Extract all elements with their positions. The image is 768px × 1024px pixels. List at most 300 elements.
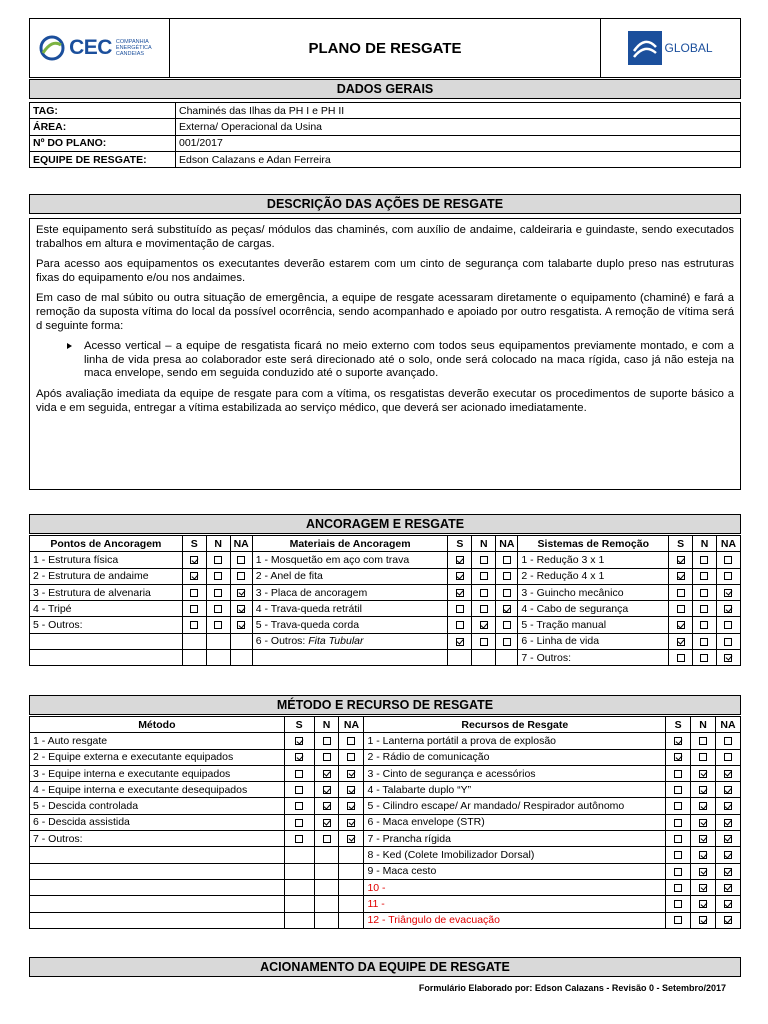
table-row bbox=[30, 103, 741, 119]
material-na-checkbox[interactable] bbox=[503, 621, 511, 629]
ponto-s-checkbox[interactable] bbox=[190, 621, 198, 629]
material-na-checkbox[interactable] bbox=[503, 605, 511, 613]
sistema-label: 7 - Outros: bbox=[518, 650, 669, 666]
recurso-n-checkbox[interactable] bbox=[699, 900, 707, 908]
recurso-s-checkbox[interactable] bbox=[674, 868, 682, 876]
ponto-empty-cell bbox=[230, 633, 252, 649]
metodo-na-checkbox[interactable] bbox=[347, 753, 355, 761]
metodo-label: 1 - Auto resgate bbox=[30, 733, 285, 749]
metodo-n-cell bbox=[314, 782, 339, 798]
metodo-label: 5 - Descida controlada bbox=[30, 798, 285, 814]
table-header-row bbox=[30, 536, 741, 552]
sistema-s-checkbox[interactable] bbox=[677, 605, 685, 613]
metodo-s-cell bbox=[284, 749, 314, 765]
material-s-checkbox[interactable] bbox=[456, 556, 464, 564]
sistema-n-cell bbox=[693, 650, 717, 666]
material-n-cell bbox=[472, 601, 496, 617]
metodo-n-checkbox[interactable] bbox=[323, 770, 331, 778]
recurso-s-cell bbox=[666, 831, 691, 847]
material-s-checkbox[interactable] bbox=[456, 572, 464, 580]
ponto-empty-cell bbox=[206, 633, 230, 649]
material-n-cell bbox=[472, 584, 496, 600]
material-n-cell bbox=[472, 552, 496, 568]
sistema-n-checkbox[interactable] bbox=[700, 556, 708, 564]
material-na-cell bbox=[496, 601, 518, 617]
ponto-n-cell bbox=[206, 617, 230, 633]
material-na-cell bbox=[496, 617, 518, 633]
ponto-n-checkbox[interactable] bbox=[214, 572, 222, 580]
table-row bbox=[30, 568, 741, 584]
sistema-na-cell bbox=[716, 617, 740, 633]
ancoragem-table bbox=[29, 535, 741, 666]
table-row bbox=[30, 733, 741, 749]
material-s-checkbox[interactable] bbox=[456, 621, 464, 629]
material-n-checkbox[interactable] bbox=[480, 621, 488, 629]
recurso-label: 6 - Maca envelope (STR) bbox=[364, 814, 666, 830]
descricao-text-box bbox=[29, 218, 741, 490]
table-row bbox=[30, 601, 741, 617]
sistema-s-checkbox[interactable] bbox=[677, 589, 685, 597]
recurso-n-checkbox[interactable] bbox=[699, 753, 707, 761]
ponto-n-checkbox[interactable] bbox=[214, 556, 222, 564]
material-label: 2 - Anel de fita bbox=[252, 568, 448, 584]
recurso-label: 7 - Prancha rígida bbox=[364, 831, 666, 847]
sistema-label: 1 - Redução 3 x 1 bbox=[518, 552, 669, 568]
ponto-n-checkbox[interactable] bbox=[214, 605, 222, 613]
metodo-s-cell bbox=[284, 831, 314, 847]
table-row bbox=[30, 749, 741, 765]
metodo-s-checkbox[interactable] bbox=[295, 753, 303, 761]
material-na-checkbox[interactable] bbox=[503, 556, 511, 564]
sistema-na-cell bbox=[716, 650, 740, 666]
sistema-n-checkbox[interactable] bbox=[700, 605, 708, 613]
sistema-na-checkbox[interactable] bbox=[724, 621, 732, 629]
metodo-n-cell bbox=[314, 733, 339, 749]
ponto-n-cell bbox=[206, 601, 230, 617]
metodo-s-checkbox[interactable] bbox=[295, 737, 303, 745]
metodo-s-cell bbox=[284, 814, 314, 830]
material-na-checkbox[interactable] bbox=[503, 572, 511, 580]
metodo-s-cell bbox=[284, 798, 314, 814]
field-value-plano: 001/2017 bbox=[176, 135, 741, 151]
sistema-s-checkbox[interactable] bbox=[677, 654, 685, 662]
ponto-s-cell bbox=[182, 584, 206, 600]
ponto-n-cell bbox=[206, 584, 230, 600]
recurso-s-cell bbox=[666, 798, 691, 814]
recurso-n-cell bbox=[691, 831, 716, 847]
field-label-area: ÁREA: bbox=[30, 119, 176, 135]
metodo-label: 4 - Equipe interna e executante desequipados bbox=[30, 782, 285, 798]
metodo-na-checkbox[interactable] bbox=[347, 786, 355, 794]
sistema-s-cell bbox=[669, 568, 693, 584]
ponto-empty-cell bbox=[30, 650, 183, 666]
table-row bbox=[30, 617, 741, 633]
metodo-empty-cell bbox=[30, 896, 285, 912]
ponto-na-cell bbox=[230, 552, 252, 568]
metodo-empty-cell bbox=[30, 912, 285, 928]
column-header-sistemas: Sistemas de Remoção bbox=[518, 536, 669, 552]
recurso-s-checkbox[interactable] bbox=[674, 770, 682, 778]
metodo-n-checkbox[interactable] bbox=[323, 737, 331, 745]
material-label: 3 - Placa de ancoragem bbox=[252, 584, 448, 600]
ponto-na-checkbox[interactable] bbox=[237, 589, 245, 597]
column-header-s: S bbox=[666, 717, 691, 733]
ponto-empty-cell bbox=[182, 633, 206, 649]
metodo-s-checkbox[interactable] bbox=[295, 786, 303, 794]
sistema-na-cell bbox=[716, 601, 740, 617]
sistema-n-checkbox[interactable] bbox=[700, 572, 708, 580]
sistema-s-cell bbox=[669, 633, 693, 649]
sistema-na-cell bbox=[716, 552, 740, 568]
sistema-na-checkbox[interactable] bbox=[724, 556, 732, 564]
column-header-s: S bbox=[448, 536, 472, 552]
column-header-na: NA bbox=[339, 717, 364, 733]
column-header-s: S bbox=[182, 536, 206, 552]
material-na-cell bbox=[496, 584, 518, 600]
material-na-checkbox[interactable] bbox=[503, 638, 511, 646]
recurso-s-checkbox[interactable] bbox=[674, 786, 682, 794]
recurso-na-checkbox[interactable] bbox=[724, 753, 732, 761]
material-n-cell bbox=[472, 568, 496, 584]
column-header-n: N bbox=[314, 717, 339, 733]
recurso-n-checkbox[interactable] bbox=[699, 770, 707, 778]
field-label-equipe: EQUIPE DE RESGATE: bbox=[30, 151, 176, 167]
metodo-na-cell bbox=[339, 765, 364, 781]
ponto-s-cell bbox=[182, 568, 206, 584]
metodo-s-checkbox[interactable] bbox=[295, 819, 303, 827]
recurso-s-checkbox[interactable] bbox=[674, 802, 682, 810]
material-n-checkbox[interactable] bbox=[480, 638, 488, 646]
recurso-s-checkbox[interactable] bbox=[674, 851, 682, 859]
ponto-s-checkbox[interactable] bbox=[190, 589, 198, 597]
metodo-empty-cell bbox=[314, 847, 339, 863]
recurso-n-cell bbox=[691, 749, 716, 765]
sistema-label: 6 - Linha de vida bbox=[518, 633, 669, 649]
sistema-n-checkbox[interactable] bbox=[700, 589, 708, 597]
recurso-na-cell bbox=[715, 831, 740, 847]
metodo-n-checkbox[interactable] bbox=[323, 786, 331, 794]
sistema-s-cell bbox=[669, 601, 693, 617]
field-label-tag: TAG: bbox=[30, 103, 176, 119]
table-row bbox=[30, 831, 741, 847]
material-empty-cell bbox=[472, 650, 496, 666]
recurso-na-cell bbox=[715, 798, 740, 814]
sistema-n-cell bbox=[693, 584, 717, 600]
recurso-n-cell bbox=[691, 896, 716, 912]
metodo-na-checkbox[interactable] bbox=[347, 737, 355, 745]
sistema-s-checkbox[interactable] bbox=[677, 556, 685, 564]
table-row bbox=[30, 847, 741, 863]
column-header-recursos: Recursos de Resgate bbox=[364, 717, 666, 733]
material-label: 1 - Mosquetão em aço com trava bbox=[252, 552, 448, 568]
ponto-empty-cell bbox=[206, 650, 230, 666]
ponto-s-checkbox[interactable] bbox=[190, 572, 198, 580]
recurso-n-cell bbox=[691, 863, 716, 879]
recurso-na-checkbox[interactable] bbox=[724, 851, 732, 859]
sistema-na-checkbox[interactable] bbox=[724, 605, 732, 613]
recurso-s-cell bbox=[666, 863, 691, 879]
recurso-s-cell bbox=[666, 782, 691, 798]
recurso-na-cell bbox=[715, 863, 740, 879]
column-header-metodo: Método bbox=[30, 717, 285, 733]
table-row bbox=[30, 633, 741, 649]
column-header-n: N bbox=[472, 536, 496, 552]
sistema-na-checkbox[interactable] bbox=[724, 572, 732, 580]
recurso-label: 2 - Rádio de comunicação bbox=[364, 749, 666, 765]
metodo-label: 3 - Equipe interna e executante equipados bbox=[30, 765, 285, 781]
recurso-n-checkbox[interactable] bbox=[699, 802, 707, 810]
ponto-na-checkbox[interactable] bbox=[237, 556, 245, 564]
cec-logo bbox=[30, 19, 170, 77]
metodo-empty-cell bbox=[314, 912, 339, 928]
descricao-paragraph-1: Este equipamento será substituído as peças/ módulos das chaminés, com auxílio de andaime, caldeiraria e guindaste, sendo executados trabalhos em altura e movimentação de cargas. bbox=[36, 224, 734, 250]
sistema-n-checkbox[interactable] bbox=[700, 654, 708, 662]
table-row bbox=[30, 584, 741, 600]
ponto-empty-cell bbox=[30, 633, 183, 649]
descricao-bullet-list bbox=[36, 340, 734, 381]
recurso-s-cell bbox=[666, 879, 691, 895]
recurso-na-cell bbox=[715, 749, 740, 765]
recurso-n-checkbox[interactable] bbox=[699, 868, 707, 876]
sistema-n-cell bbox=[693, 617, 717, 633]
metodo-na-checkbox[interactable] bbox=[347, 835, 355, 843]
recurso-label: 3 - Cinto de segurança e acessórios bbox=[364, 765, 666, 781]
table-row bbox=[30, 552, 741, 568]
recurso-n-cell bbox=[691, 782, 716, 798]
table-row bbox=[30, 765, 741, 781]
metodo-s-cell bbox=[284, 733, 314, 749]
metodo-na-checkbox[interactable] bbox=[347, 770, 355, 778]
cec-logo-subtitle: COMPANHIA ENERGÉTICA CANDEIAS bbox=[115, 39, 152, 57]
recurso-s-checkbox[interactable] bbox=[674, 884, 682, 892]
recurso-na-checkbox[interactable] bbox=[724, 737, 732, 745]
table-row bbox=[30, 896, 741, 912]
ponto-s-checkbox[interactable] bbox=[190, 605, 198, 613]
metodo-na-checkbox[interactable] bbox=[347, 802, 355, 810]
material-s-checkbox[interactable] bbox=[456, 589, 464, 597]
recurso-na-checkbox[interactable] bbox=[724, 916, 732, 924]
metodo-empty-cell bbox=[314, 879, 339, 895]
sistema-na-cell bbox=[716, 568, 740, 584]
metodo-n-checkbox[interactable] bbox=[323, 802, 331, 810]
metodo-n-checkbox[interactable] bbox=[323, 753, 331, 761]
recurso-s-checkbox[interactable] bbox=[674, 916, 682, 924]
material-s-cell bbox=[448, 552, 472, 568]
column-header-na: NA bbox=[230, 536, 252, 552]
metodo-empty-cell bbox=[314, 896, 339, 912]
metodo-na-cell bbox=[339, 749, 364, 765]
list-item bbox=[36, 340, 734, 381]
material-s-checkbox[interactable] bbox=[456, 605, 464, 613]
sistema-na-cell bbox=[716, 584, 740, 600]
recurso-na-checkbox[interactable] bbox=[724, 835, 732, 843]
table-row bbox=[30, 650, 741, 666]
recurso-n-checkbox[interactable] bbox=[699, 916, 707, 924]
recurso-s-cell bbox=[666, 912, 691, 928]
recurso-na-checkbox[interactable] bbox=[724, 786, 732, 794]
sistema-na-checkbox[interactable] bbox=[724, 638, 732, 646]
recurso-n-cell bbox=[691, 847, 716, 863]
ponto-n-cell bbox=[206, 568, 230, 584]
material-label-extra: Fita Tubular bbox=[308, 635, 364, 648]
dados-gerais-table bbox=[29, 102, 741, 168]
recurso-na-cell bbox=[715, 765, 740, 781]
ponto-s-checkbox[interactable] bbox=[190, 556, 198, 564]
material-n-checkbox[interactable] bbox=[480, 605, 488, 613]
recurso-label: 4 - Talabarte duplo “Y” bbox=[364, 782, 666, 798]
ponto-n-cell bbox=[206, 552, 230, 568]
material-label-text: 6 - Outros: bbox=[255, 635, 309, 648]
section-title-acionamento: ACIONAMENTO DA EQUIPE DE RESGATE bbox=[29, 957, 741, 977]
ponto-na-checkbox[interactable] bbox=[237, 621, 245, 629]
metodo-empty-cell bbox=[284, 879, 314, 895]
metodo-empty-cell bbox=[339, 863, 364, 879]
material-s-cell bbox=[448, 601, 472, 617]
ponto-s-cell bbox=[182, 552, 206, 568]
cec-logo-text: CEC bbox=[69, 36, 112, 59]
ponto-n-checkbox[interactable] bbox=[214, 589, 222, 597]
material-label: 5 - Trava-queda corda bbox=[252, 617, 448, 633]
global-swirl-icon bbox=[628, 31, 662, 65]
recurso-n-cell bbox=[691, 879, 716, 895]
recurso-n-checkbox[interactable] bbox=[699, 786, 707, 794]
recurso-na-cell bbox=[715, 733, 740, 749]
table-header-row bbox=[30, 717, 741, 733]
cec-swoosh-icon bbox=[39, 35, 65, 61]
material-s-cell bbox=[448, 568, 472, 584]
material-na-cell bbox=[496, 552, 518, 568]
metodo-empty-cell bbox=[284, 912, 314, 928]
table-row bbox=[30, 135, 741, 151]
recurso-na-checkbox[interactable] bbox=[724, 868, 732, 876]
recurso-na-checkbox[interactable] bbox=[724, 802, 732, 810]
sistema-s-checkbox[interactable] bbox=[677, 638, 685, 646]
ponto-n-checkbox[interactable] bbox=[214, 621, 222, 629]
recurso-s-checkbox[interactable] bbox=[674, 753, 682, 761]
metodo-n-checkbox[interactable] bbox=[323, 819, 331, 827]
sistema-n-cell bbox=[693, 552, 717, 568]
recurso-na-cell bbox=[715, 896, 740, 912]
metodo-na-cell bbox=[339, 782, 364, 798]
table-row bbox=[30, 863, 741, 879]
metodo-s-checkbox[interactable] bbox=[295, 770, 303, 778]
recurso-n-checkbox[interactable] bbox=[699, 835, 707, 843]
section-title-dados-gerais: DADOS GERAIS bbox=[29, 79, 741, 99]
recurso-s-checkbox[interactable] bbox=[674, 819, 682, 827]
descricao-paragraph-4: Após avaliação imediata da equipe de resgate para com a vítima, os resgatistas deverão executar os procedimentos de suporte básico a vida e em seguida, entregar a vítima estabilizada ao serviço médico, que deverá ser acionado imediatamente. bbox=[36, 387, 734, 414]
column-header-na: NA bbox=[715, 717, 740, 733]
metodo-n-cell bbox=[314, 749, 339, 765]
ponto-na-cell bbox=[230, 617, 252, 633]
recurso-n-cell bbox=[691, 733, 716, 749]
material-empty-cell bbox=[496, 650, 518, 666]
metodo-n-checkbox[interactable] bbox=[323, 835, 331, 843]
metodo-s-checkbox[interactable] bbox=[295, 802, 303, 810]
metodo-empty-cell bbox=[339, 896, 364, 912]
sistema-n-cell bbox=[693, 601, 717, 617]
recurso-na-cell bbox=[715, 782, 740, 798]
recurso-na-cell bbox=[715, 814, 740, 830]
recurso-s-cell bbox=[666, 847, 691, 863]
metodo-n-cell bbox=[314, 831, 339, 847]
recurso-s-cell bbox=[666, 733, 691, 749]
recurso-s-checkbox[interactable] bbox=[674, 737, 682, 745]
sistema-s-cell bbox=[669, 617, 693, 633]
recurso-n-cell bbox=[691, 912, 716, 928]
recurso-s-cell bbox=[666, 896, 691, 912]
recurso-n-checkbox[interactable] bbox=[699, 851, 707, 859]
ponto-label: 5 - Outros: bbox=[30, 617, 183, 633]
ponto-na-checkbox[interactable] bbox=[237, 572, 245, 580]
recurso-na-checkbox[interactable] bbox=[724, 770, 732, 778]
metodo-empty-cell bbox=[339, 879, 364, 895]
recurso-n-checkbox[interactable] bbox=[699, 737, 707, 745]
recurso-na-cell bbox=[715, 847, 740, 863]
metodo-label: 7 - Outros: bbox=[30, 831, 285, 847]
material-n-checkbox[interactable] bbox=[480, 589, 488, 597]
material-n-checkbox[interactable] bbox=[480, 572, 488, 580]
sistema-label: 5 - Tração manual bbox=[518, 617, 669, 633]
table-row bbox=[30, 879, 741, 895]
column-header-s: S bbox=[669, 536, 693, 552]
sistema-s-cell bbox=[669, 650, 693, 666]
recurso-n-checkbox[interactable] bbox=[699, 884, 707, 892]
sistema-label: 2 - Redução 4 x 1 bbox=[518, 568, 669, 584]
sistema-s-cell bbox=[669, 584, 693, 600]
material-n-cell bbox=[472, 617, 496, 633]
sistema-na-checkbox[interactable] bbox=[724, 654, 732, 662]
table-row bbox=[30, 151, 741, 167]
column-header-na: NA bbox=[716, 536, 740, 552]
material-empty-cell bbox=[448, 650, 472, 666]
metodo-empty-cell bbox=[30, 847, 285, 863]
page-title: PLANO DE RESGATE bbox=[308, 39, 462, 57]
sistema-s-checkbox[interactable] bbox=[677, 572, 685, 580]
material-na-checkbox[interactable] bbox=[503, 589, 511, 597]
material-empty-cell bbox=[252, 650, 448, 666]
recurso-s-checkbox[interactable] bbox=[674, 835, 682, 843]
recurso-na-checkbox[interactable] bbox=[724, 819, 732, 827]
metodo-s-checkbox[interactable] bbox=[295, 835, 303, 843]
recurso-na-checkbox[interactable] bbox=[724, 884, 732, 892]
table-row bbox=[30, 782, 741, 798]
material-label bbox=[252, 633, 448, 649]
column-header-n: N bbox=[691, 717, 716, 733]
recurso-s-cell bbox=[666, 765, 691, 781]
material-n-checkbox[interactable] bbox=[480, 556, 488, 564]
ponto-na-cell bbox=[230, 568, 252, 584]
metodo-na-cell bbox=[339, 814, 364, 830]
material-n-cell bbox=[472, 633, 496, 649]
recurso-s-cell bbox=[666, 749, 691, 765]
recurso-s-checkbox[interactable] bbox=[674, 900, 682, 908]
metodo-na-checkbox[interactable] bbox=[347, 819, 355, 827]
descricao-paragraph-3: Em caso de mal súbito ou outra situação de emergência, a equipe de resgate acessaram diretamente o equipamento (chaminé) e fará a remoção da suposta vítima do local da possível ocorrência, sendo acompanhado e apoiado por outro resgatista. A remoção de vítima será d seguinte forma: bbox=[36, 292, 734, 332]
document-header bbox=[29, 18, 741, 78]
recurso-n-checkbox[interactable] bbox=[699, 819, 707, 827]
ponto-na-checkbox[interactable] bbox=[237, 605, 245, 613]
recurso-na-checkbox[interactable] bbox=[724, 900, 732, 908]
sistema-s-checkbox[interactable] bbox=[677, 621, 685, 629]
material-s-checkbox[interactable] bbox=[456, 638, 464, 646]
descricao-bullet-text: Acesso vertical – a equipe de resgatista ficará no meio externo com todos seus equipamentos previamente montado, e com a linha de vida presa ao colaborador este será direcionado até o solo, onde será colocado na maca rígida, caso já não esteja na maca envelope, sendo em seguida conduzido até o suporte avançado. bbox=[84, 340, 734, 380]
section-title-ancoragem: ANCORAGEM E RESGATE bbox=[29, 514, 741, 534]
sistema-n-checkbox[interactable] bbox=[700, 638, 708, 646]
ponto-label: 2 - Estrutura de andaime bbox=[30, 568, 183, 584]
sistema-na-checkbox[interactable] bbox=[724, 589, 732, 597]
table-row bbox=[30, 798, 741, 814]
sistema-n-checkbox[interactable] bbox=[700, 621, 708, 629]
